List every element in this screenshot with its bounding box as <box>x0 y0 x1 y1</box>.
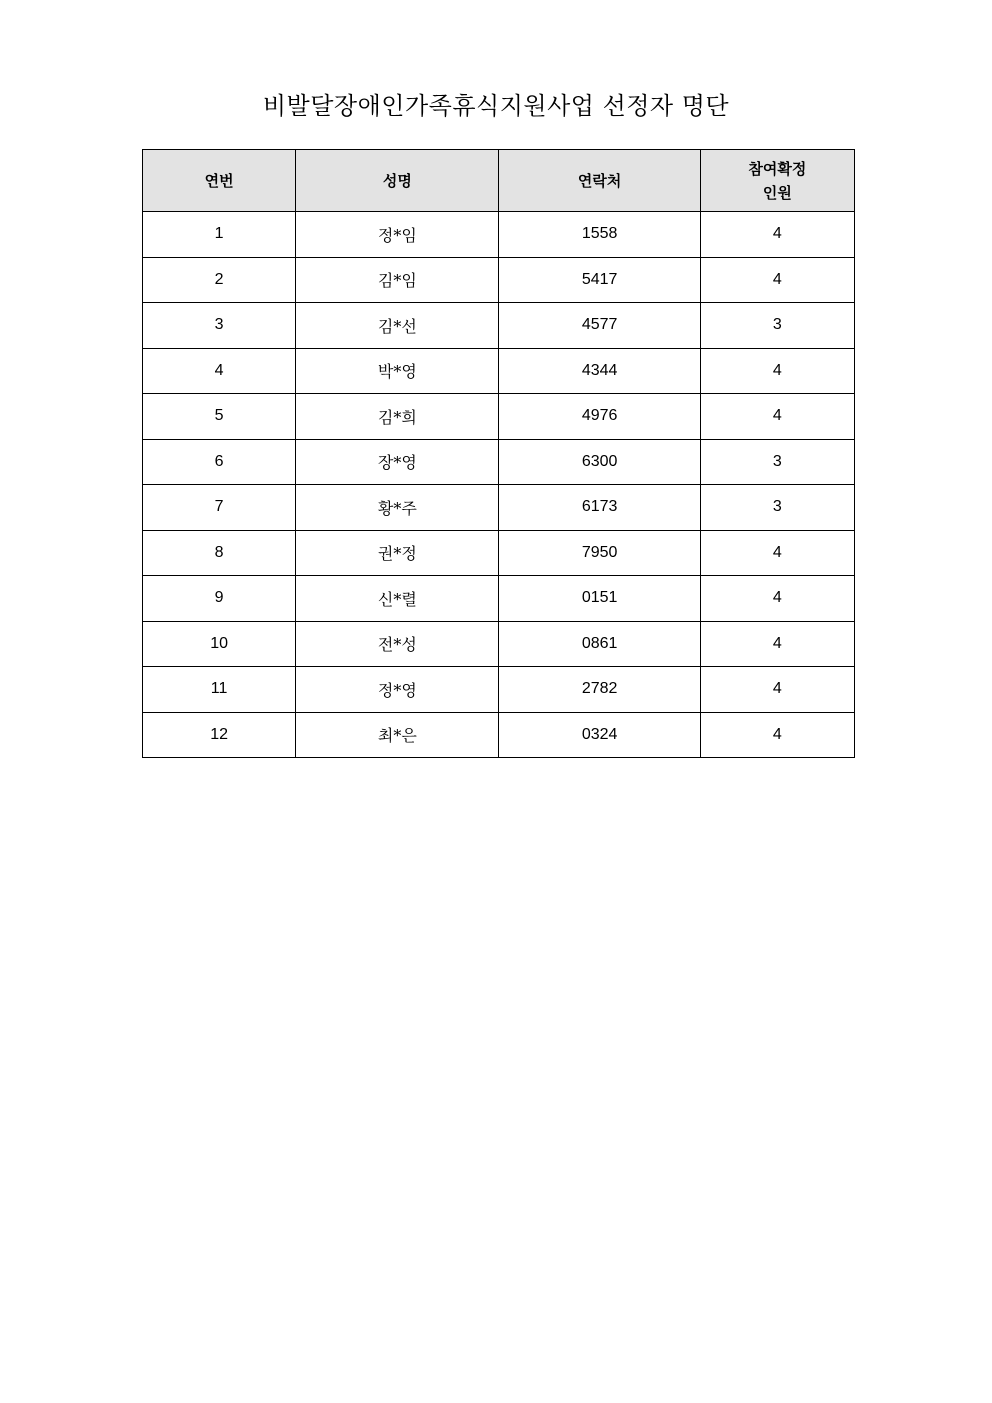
cell-no: 10 <box>143 621 296 667</box>
cell-contact: 1558 <box>499 212 700 258</box>
table-row <box>143 621 855 667</box>
cell-contact: 6173 <box>499 485 700 531</box>
cell-no: 11 <box>143 667 296 713</box>
table-row <box>143 485 855 531</box>
cell-contact: 4344 <box>499 348 700 394</box>
table-row <box>143 667 855 713</box>
cell-no: 9 <box>143 576 296 622</box>
cell-contact: 0151 <box>499 576 700 622</box>
header-no: 연번 <box>143 150 296 212</box>
cell-no: 4 <box>143 348 296 394</box>
cell-count: 4 <box>700 530 854 576</box>
cell-contact: 2782 <box>499 667 700 713</box>
cell-contact: 4976 <box>499 394 700 440</box>
table-row <box>143 212 855 258</box>
table-row <box>143 712 855 758</box>
header-name: 성명 <box>296 150 499 212</box>
header-confirmed-count <box>700 150 854 212</box>
cell-name: 정*영 <box>296 667 499 713</box>
table-body <box>143 212 855 758</box>
cell-contact: 4577 <box>499 303 700 349</box>
cell-contact: 0861 <box>499 621 700 667</box>
cell-count: 3 <box>700 303 854 349</box>
cell-contact: 7950 <box>499 530 700 576</box>
cell-name: 황*주 <box>296 485 499 531</box>
cell-name: 전*성 <box>296 621 499 667</box>
cell-name: 권*정 <box>296 530 499 576</box>
table-row <box>143 439 855 485</box>
cell-no: 2 <box>143 257 296 303</box>
cell-name: 정*임 <box>296 212 499 258</box>
cell-contact: 0324 <box>499 712 700 758</box>
cell-count: 4 <box>700 576 854 622</box>
header-confirmed-count-line1: 참여확정 <box>748 159 807 178</box>
table-row <box>143 530 855 576</box>
cell-no: 5 <box>143 394 296 440</box>
cell-no: 7 <box>143 485 296 531</box>
cell-name: 김*희 <box>296 394 499 440</box>
cell-name: 김*임 <box>296 257 499 303</box>
cell-no: 1 <box>143 212 296 258</box>
cell-count: 4 <box>700 621 854 667</box>
cell-count: 4 <box>700 257 854 303</box>
header-confirmed-count-line2: 인원 <box>762 183 792 202</box>
cell-count: 4 <box>700 348 854 394</box>
cell-count: 4 <box>700 394 854 440</box>
table-row <box>143 303 855 349</box>
table-row <box>143 576 855 622</box>
cell-count: 3 <box>700 485 854 531</box>
cell-no: 12 <box>143 712 296 758</box>
cell-no: 6 <box>143 439 296 485</box>
cell-count: 4 <box>700 712 854 758</box>
cell-no: 3 <box>143 303 296 349</box>
table-row <box>143 348 855 394</box>
cell-name: 김*선 <box>296 303 499 349</box>
table-row <box>143 394 855 440</box>
cell-name: 신*렬 <box>296 576 499 622</box>
cell-name: 최*은 <box>296 712 499 758</box>
cell-count: 4 <box>700 667 854 713</box>
cell-no: 8 <box>143 530 296 576</box>
header-row <box>143 150 855 212</box>
cell-name: 장*영 <box>296 439 499 485</box>
table-header <box>143 150 855 212</box>
header-contact: 연락처 <box>499 150 700 212</box>
selection-roster-table <box>142 149 855 758</box>
table-row <box>143 257 855 303</box>
cell-name: 박*영 <box>296 348 499 394</box>
cell-count: 4 <box>700 212 854 258</box>
cell-contact: 5417 <box>499 257 700 303</box>
cell-contact: 6300 <box>499 439 700 485</box>
page-title: 비발달장애인가족휴식지원사업 선정자 명단 <box>262 92 730 120</box>
cell-count: 3 <box>700 439 854 485</box>
